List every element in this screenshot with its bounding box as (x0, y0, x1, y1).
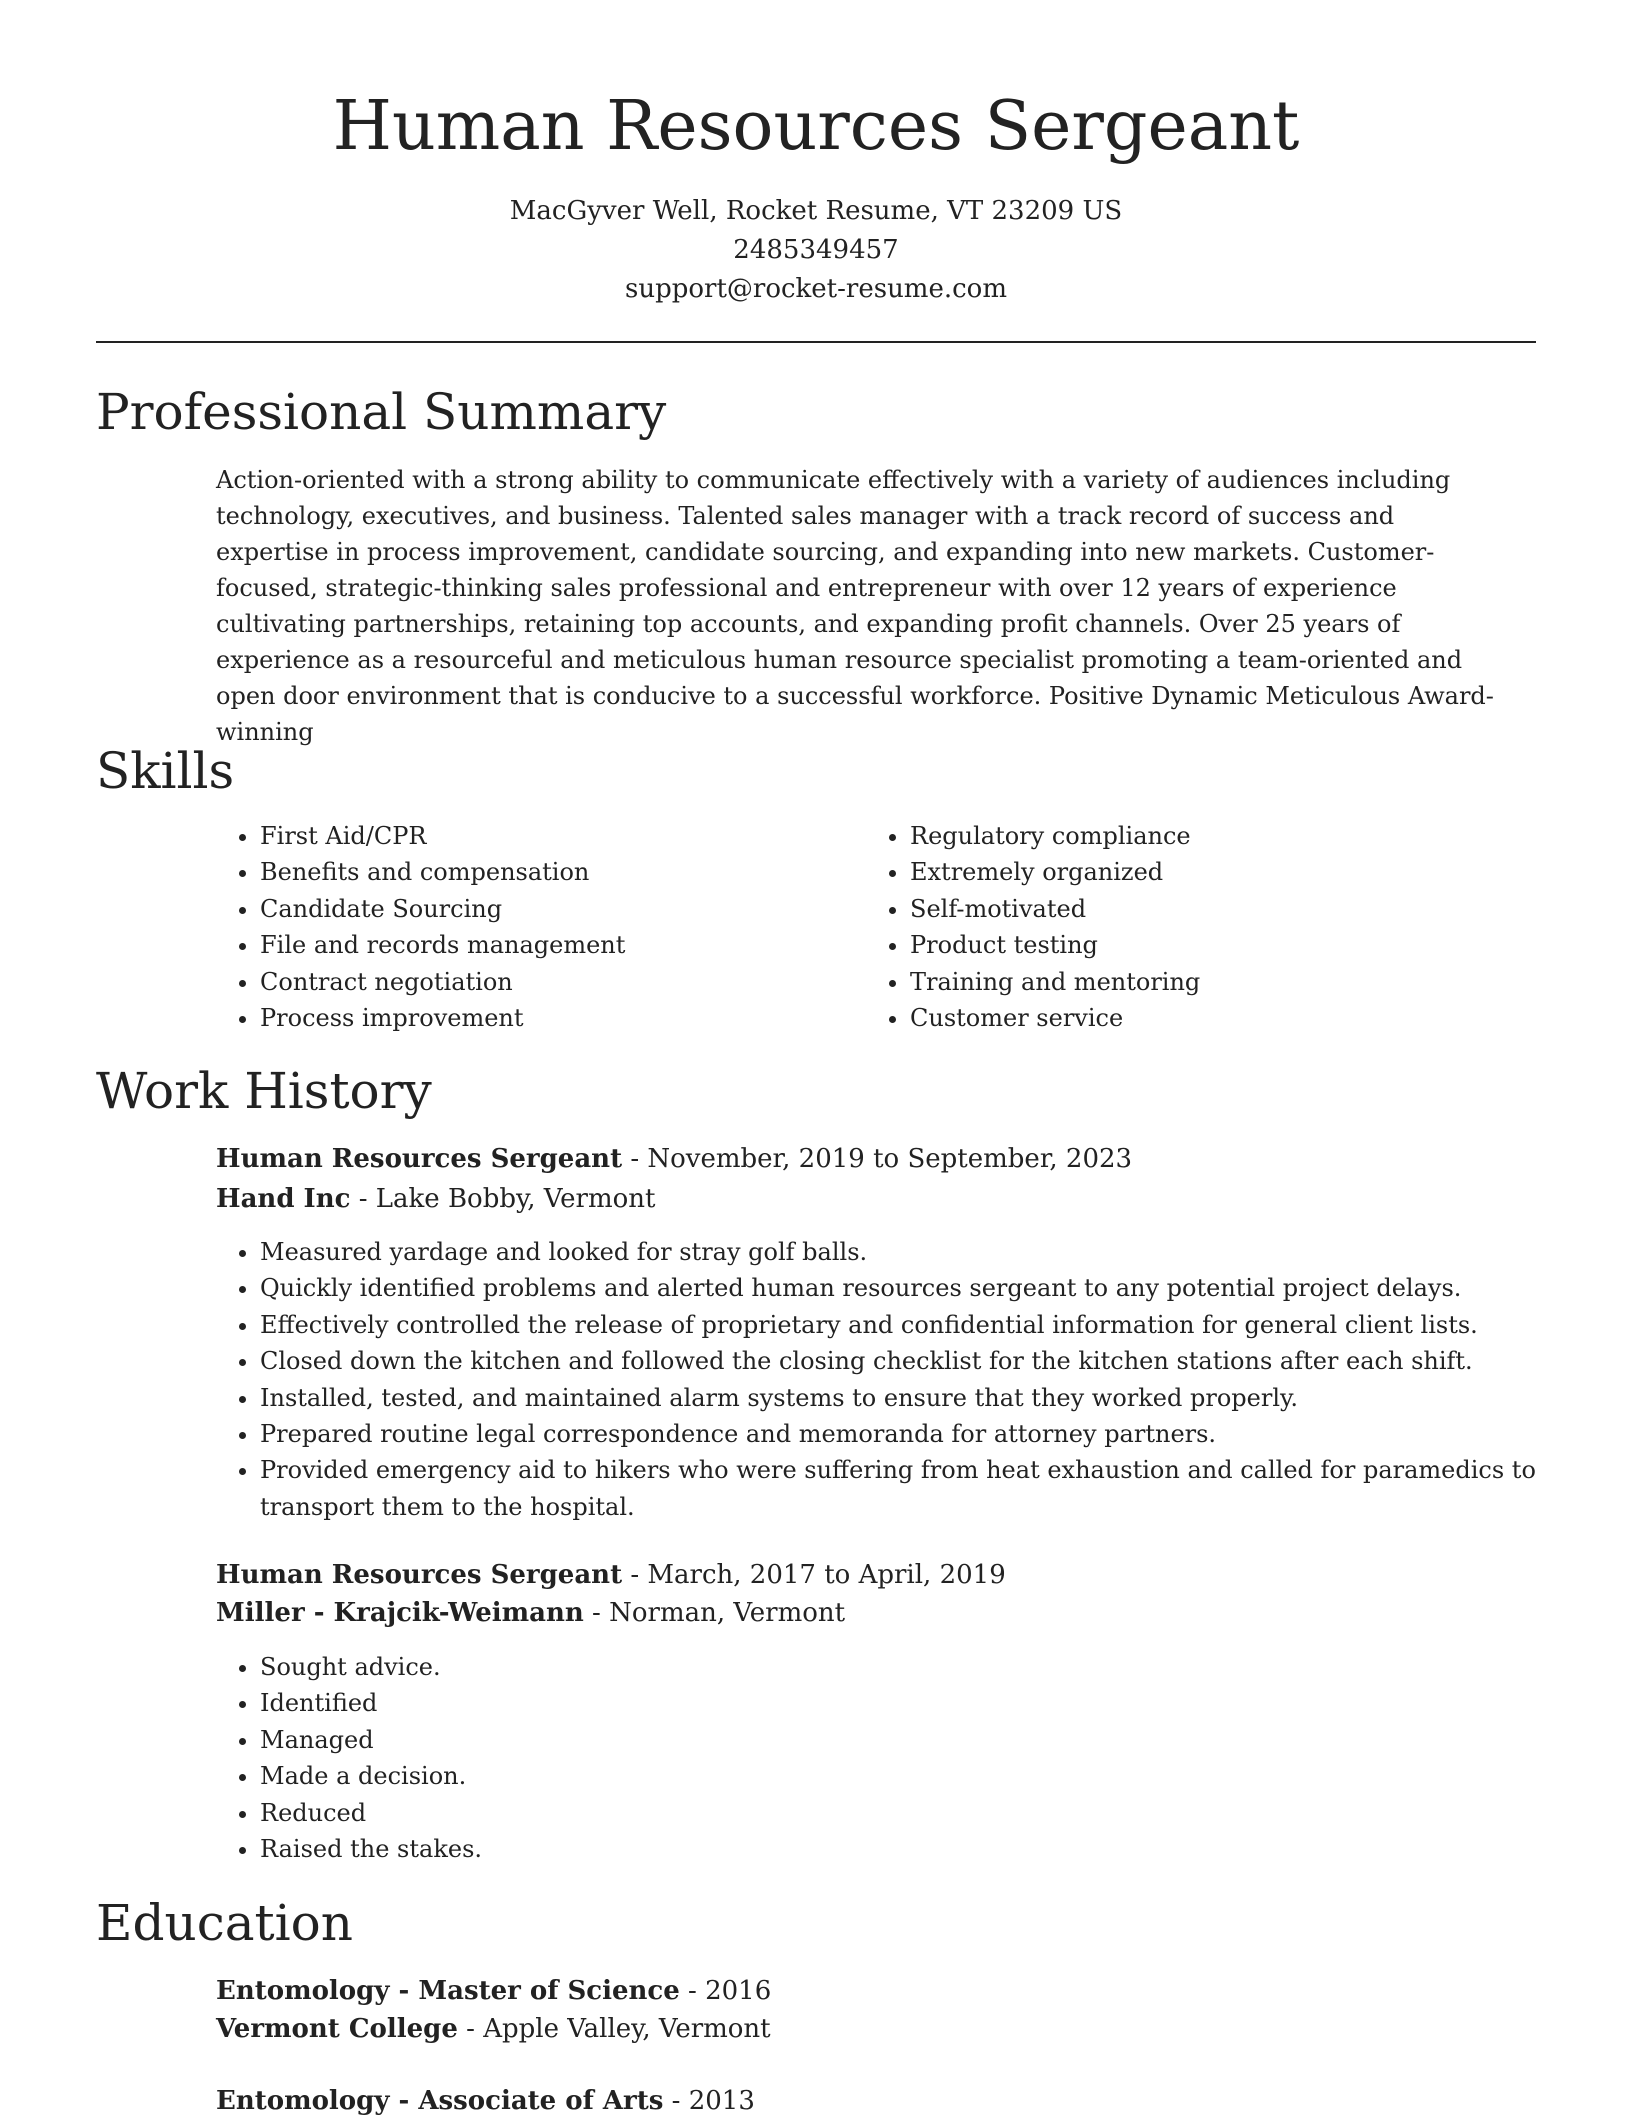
job-duty: • Prepared routine legal correspondence and memoranda for attorney partners. (260, 1416, 1550, 1452)
skill-item: • Regulatory compliance (910, 818, 1510, 854)
job-duty: • Quickly identified problems and alerted human resources sergeant to any potential project delays. (260, 1270, 1550, 1306)
skills-list-left (216, 818, 820, 1036)
education-field: Entomology - Associate of Arts (216, 2086, 664, 2116)
contact-info (0, 192, 1632, 309)
job-duty: • Installed, tested, and maintained alarm systems to ensure that they worked properly. (260, 1380, 1550, 1416)
job-position: Human Resources Sergeant (216, 1144, 623, 1174)
job-location: - Norman, Vermont (583, 1598, 846, 1628)
skill-item: • Process improvement (260, 1000, 820, 1036)
job-company-line (216, 1594, 845, 1633)
education-school: Vermont College (216, 2014, 458, 2044)
job-duty: • Measured yardage and looked for stray golf balls. (260, 1234, 1550, 1270)
education-year: - 2013 (663, 2086, 755, 2116)
section-title-summary: Professional Summary (96, 383, 667, 441)
skill-item: • File and records management (260, 927, 820, 963)
job-duty: • Managed (260, 1722, 1550, 1758)
job-duties-list (216, 1649, 1550, 1867)
education-year: - 2016 (679, 1976, 772, 2006)
job-duty: • Effectively controlled the release of proprietary and confidential information for general client lists. (260, 1307, 1550, 1343)
job-duty: • Closed down the kitchen and followed the closing checklist for the kitchen stations after each shift. (260, 1343, 1550, 1379)
job-duty: • Sought advice. (260, 1649, 1550, 1685)
skill-item: • Extremely organized (910, 854, 1510, 890)
job-duty: • Provided emergency aid to hikers who were suffering from heat exhaustion and called for paramedics to transport them to the hospital. (260, 1452, 1550, 1525)
education-location: - Apple Valley, Vermont (457, 2014, 771, 2044)
candidate-name: Human Resources Sergeant (332, 87, 1300, 166)
job-title-line (216, 1140, 1132, 1179)
contact-address: MacGyver Well, Rocket Resume, VT 23209 US (509, 196, 1123, 226)
skills-list-right (866, 818, 1510, 1036)
education-school-line (216, 2010, 771, 2049)
header-divider (96, 341, 1536, 343)
skill-item: • Self-motivated (910, 891, 1510, 927)
job-duty: • Identified (260, 1685, 1550, 1721)
job-dates: - March, 2017 to April, 2019 (622, 1560, 1006, 1590)
job-company: Hand Inc (216, 1184, 351, 1214)
job-position: Human Resources Sergeant (216, 1560, 623, 1590)
job-company-line (216, 1180, 655, 1219)
job-company: Miller - Krajcik-Weimann (216, 1598, 584, 1628)
job-duty: • Made a decision. (260, 1758, 1550, 1794)
section-title-work-history: Work History (96, 1062, 432, 1120)
education-degree-line (216, 2082, 755, 2121)
skill-item: • Candidate Sourcing (260, 891, 820, 927)
job-location: - Lake Bobby, Vermont (350, 1184, 656, 1214)
contact-phone: 2485349457 (733, 235, 899, 265)
skill-item: • First Aid/CPR (260, 818, 820, 854)
job-dates: - November, 2019 to September, 2023 (622, 1144, 1133, 1174)
section-title-skills: Skills (96, 742, 235, 800)
skill-item: • Training and mentoring (910, 964, 1510, 1000)
job-duty: • Reduced (260, 1795, 1550, 1831)
job-title-line (216, 1556, 1006, 1595)
job-duty: • Raised the stakes. (260, 1831, 1550, 1867)
job-duties-list (216, 1234, 1550, 1525)
skill-item: • Benefits and compensation (260, 854, 820, 890)
education-degree-line (216, 1972, 771, 2011)
skill-item: • Customer service (910, 1000, 1510, 1036)
section-title-education: Education (96, 1894, 353, 1952)
summary-text: Action-oriented with a strong ability to communicate effectively with a variety of audiences including technology, executives, and business. Talented sales manager with a track record of success and expertise in process improvement, candidate sourcing, and expanding into new markets. Customer-focused, strategic-thinking sales professional and entrepreneur with over 12 years of experience cultivating partnerships, retaining top accounts, and expanding profit channels. Over 25 years of experience as a resourceful and meticulous human resource specialist promoting a team-oriented and open door environment that is conducive to a successful workforce. Positive Dynamic Meticulous Award-winning (216, 466, 1494, 746)
education-field: Entomology - Master of Science (216, 1976, 680, 2006)
skill-item: • Contract negotiation (260, 964, 820, 1000)
skill-item: • Product testing (910, 927, 1510, 963)
contact-email: support@rocket-resume.com (624, 274, 1007, 304)
